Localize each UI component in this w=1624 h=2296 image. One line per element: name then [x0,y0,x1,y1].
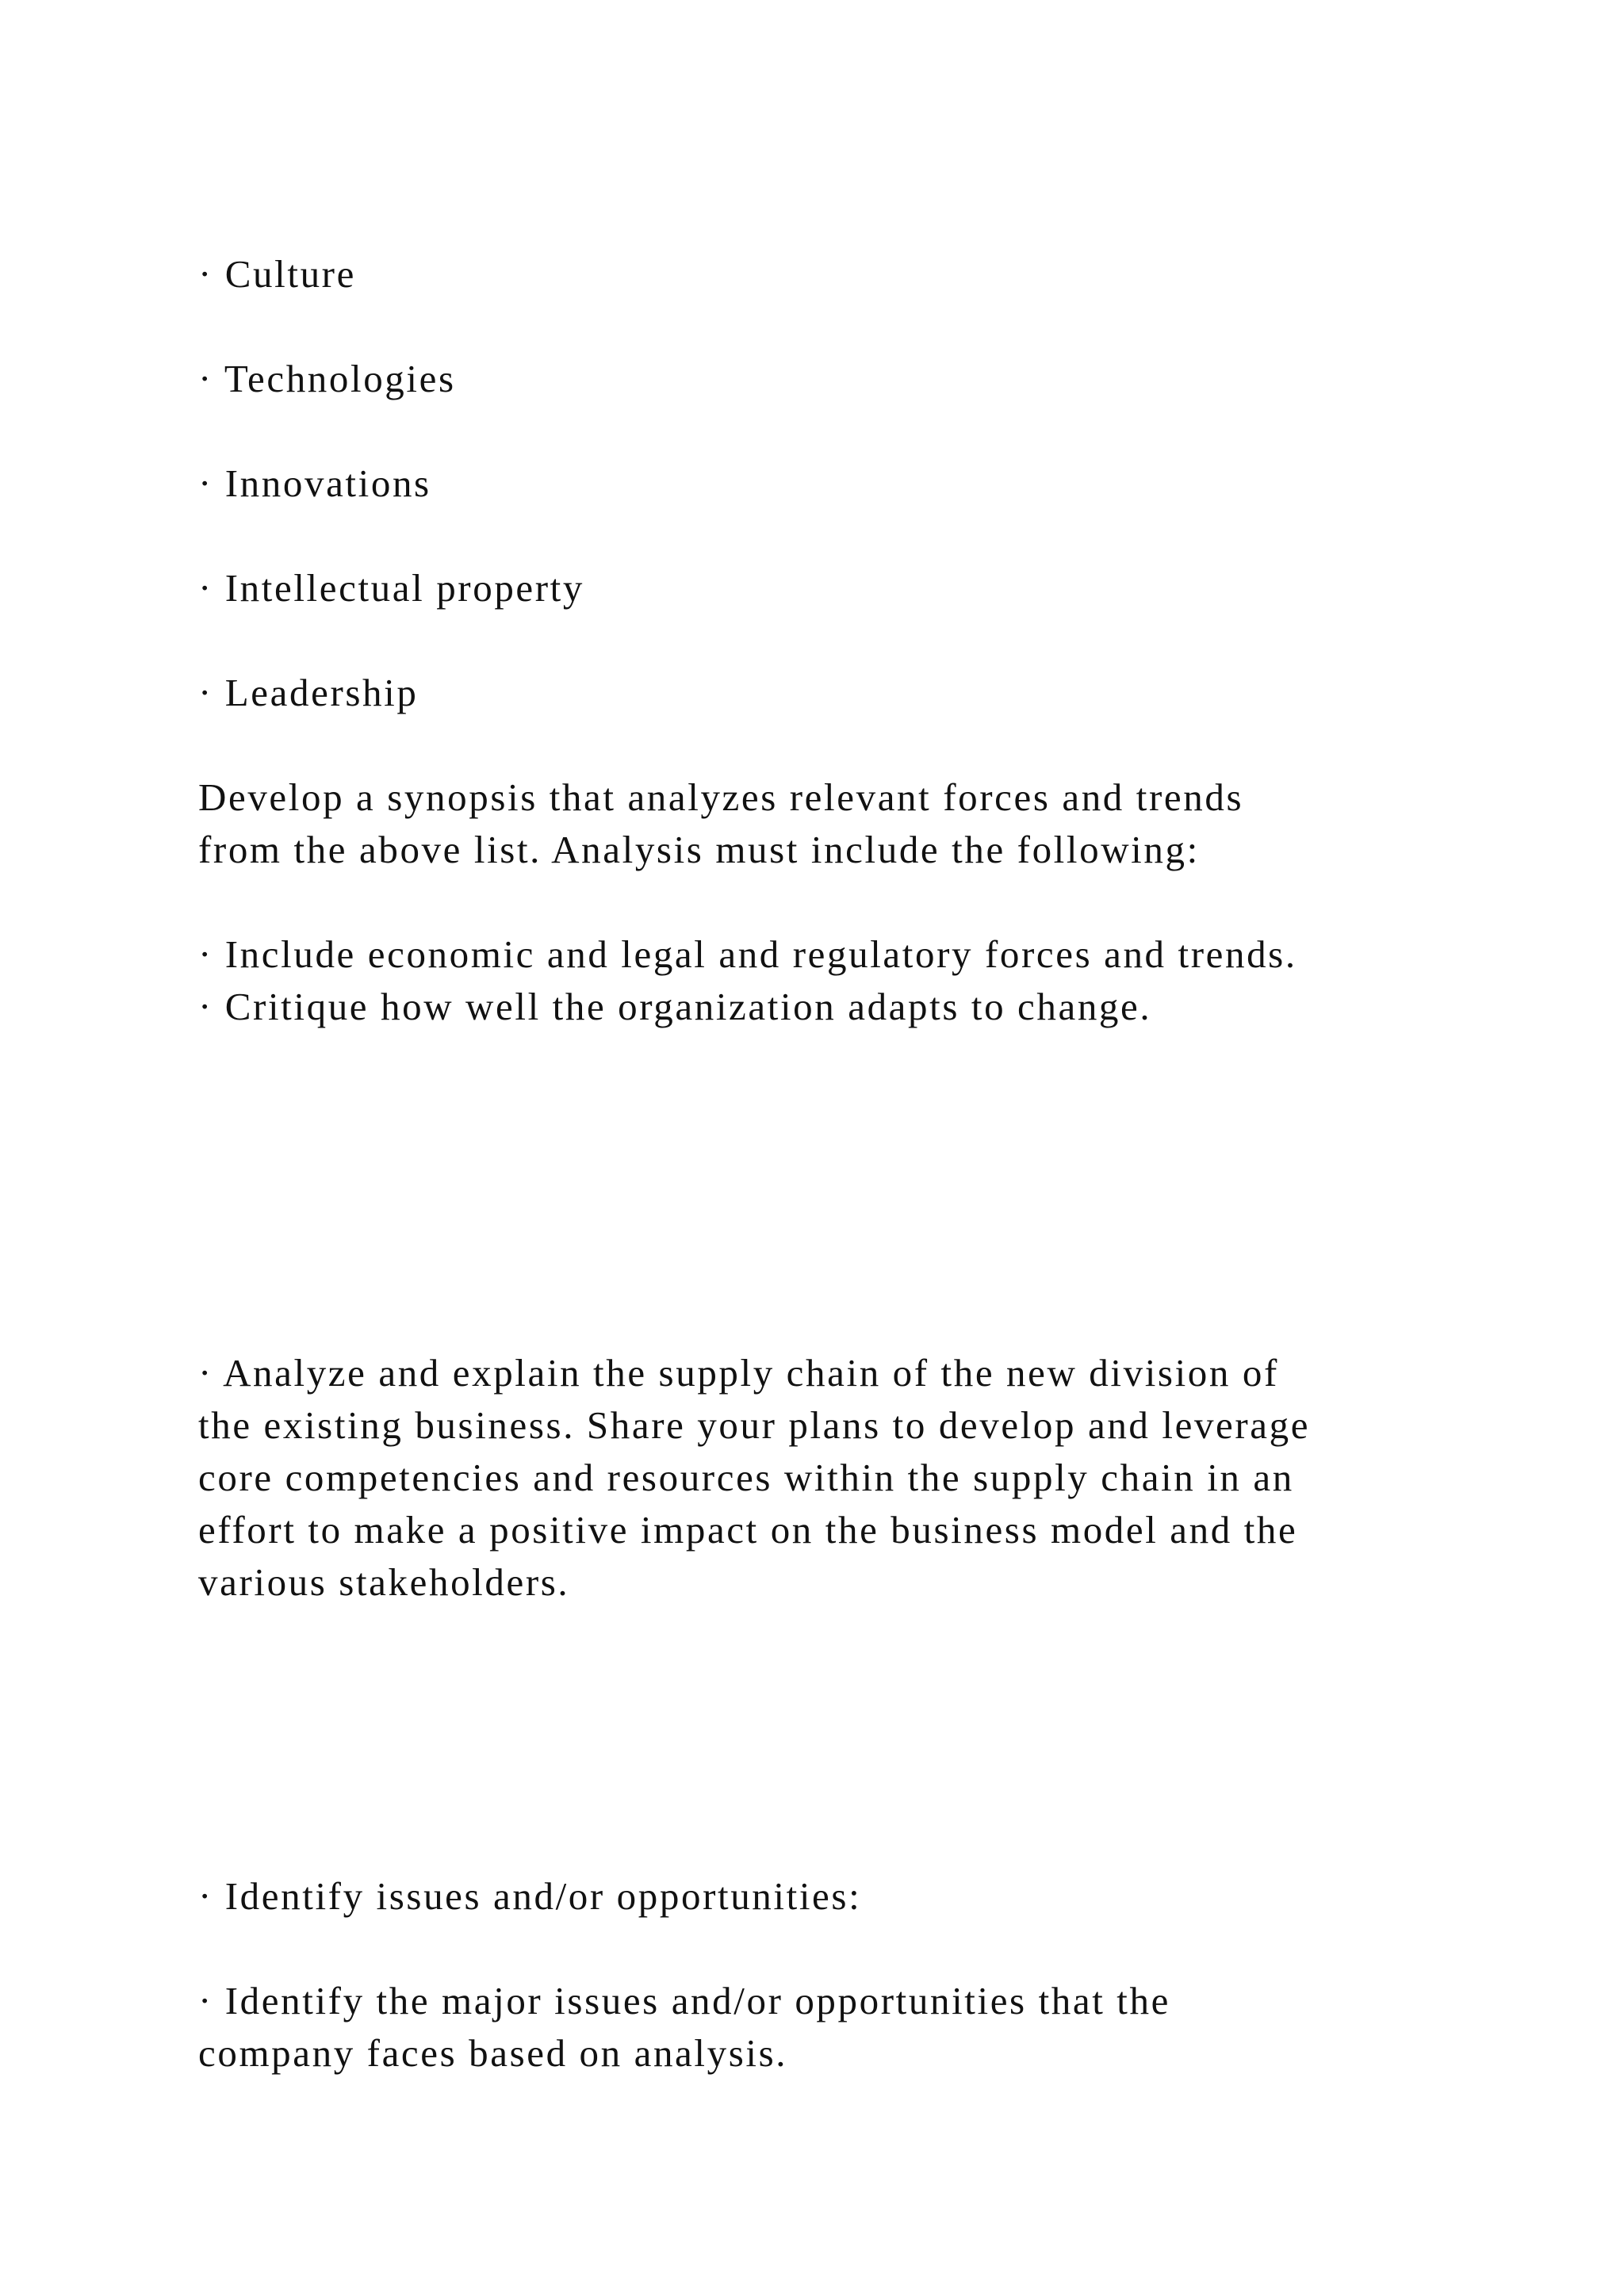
bullet-technologies: · Technologies [198,357,456,400]
bullet-economic-legal-forces: · Include economic and legal and regulatory forces and trends. [198,932,1297,976]
bullet-identify-issues: · Identify issues and/or opportunities: [198,1874,862,1918]
bullet-leadership: · Leadership [198,671,419,714]
supply-chain-paragraph-line-5: various stakeholders. [198,1560,570,1604]
supply-chain-paragraph-line-2: the existing business. Share your plans to develop and leverage [198,1403,1311,1447]
bullet-innovations: · Innovations [198,461,431,505]
supply-chain-paragraph-line-3: core competencies and resources within the supply chain in an [198,1456,1294,1499]
synopsis-paragraph-line-1: Develop a synopsis that analyzes relevant forces and trends [198,775,1244,819]
bullet-critique-adaptation: · Critique how well the organization adapts to change. [198,985,1152,1028]
major-issues-paragraph-line-2: company faces based on analysis. [198,2031,788,2075]
supply-chain-paragraph-line-4: effort to make a positive impact on the business model and the [198,1508,1298,1552]
bullet-intellectual-property: · Intellectual property [198,566,584,610]
synopsis-paragraph-line-2: from the above list. Analysis must include the following: [198,828,1200,871]
major-issues-paragraph-line-1: · Identify the major issues and/or opportunities that the [198,1979,1170,2022]
supply-chain-paragraph-line-1: · Analyze and explain the supply chain of the new division of [198,1351,1279,1395]
bullet-culture: · Culture [198,252,356,296]
